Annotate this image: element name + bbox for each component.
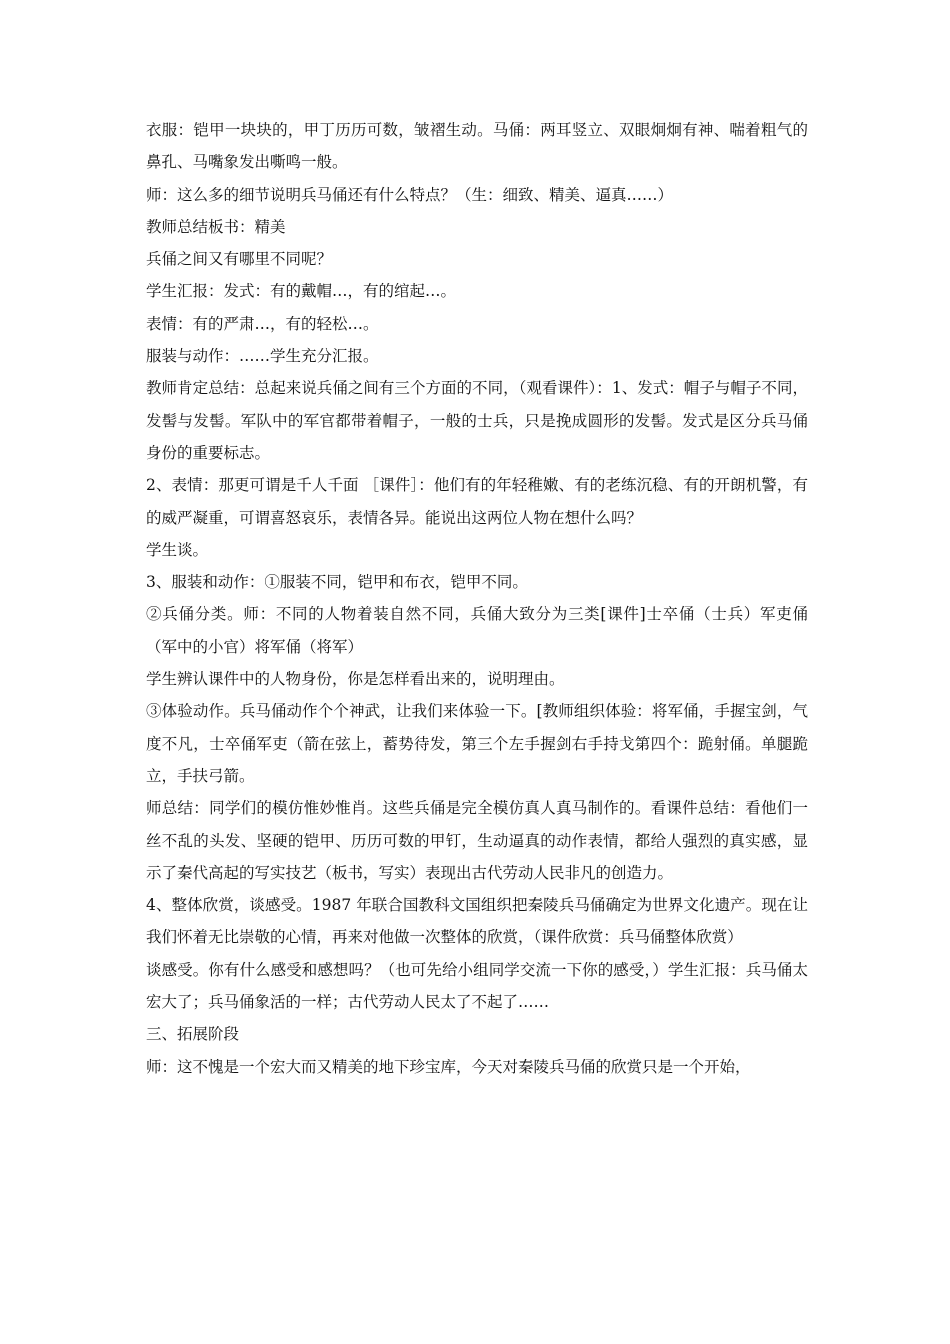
paragraph-7: 服装与动作：……学生充分汇报。 <box>146 347 379 366</box>
paragraph-2: 师：这么多的细节说明兵马俑还有什么特点？（生：细致、精美、逼真……） <box>146 185 674 204</box>
paragraph-13: 学生辨认课件中的人物身份，你是怎样看出来的，说明理由。 <box>146 670 565 689</box>
paragraph-11: 3、服装和动作：①服装不同，铠甲和布衣，铠甲不同。 <box>146 573 528 592</box>
paragraph-14: ③体验动作。兵马俑动作个个神武，让我们来体验一下。[教师组织体验：将军俑，手握宝剑，气度不凡，士卒俑军吏（箭在弦上，蓄势待发，第三个左手握剑右手持戈第四个：跪射俑。单腿跪立，手扶弓箭。 <box>146 702 808 785</box>
paragraph-5: 学生汇报：发式：有的戴帽…，有的绾起…。 <box>146 282 457 301</box>
paragraph-9: 2、表情：那更可谓是千人千面 ［课件］：他们有的年轻稚嫩、有的老练沉稳、有的开朗机警，有的威严凝重，可谓喜怒哀乐，表情各异。能说出这两位人物在想什么吗？ <box>146 476 808 527</box>
paragraph-10: 学生谈。 <box>146 540 209 559</box>
paragraph-3: 教师总结板书：精美 <box>146 217 286 236</box>
paragraph-17: 谈感受。你有什么感受和感想吗？（也可先给小组同学交流一下你的感受，）学生汇报：兵马俑太宏大了；兵马俑象活的一样；古代劳动人民太了不起了…… <box>146 960 808 1012</box>
paragraph-8: 教师肯定总结：总起来说兵俑之间有三个方面的不同，（观看课件）：1、发式：帽子与帽子不同，发髻与发髻。军队中的军官都带着帽子，一般的士兵，只是挽成圆形的发髻。发式是区分兵马俑身份的重要标志。 <box>146 379 808 462</box>
paragraph-6: 表情：有的严肃…，有的轻松…。 <box>146 314 379 333</box>
paragraph-15: 师总结：同学们的模仿惟妙惟肖。这些兵俑是完全模仿真人真马制作的。看课件总结：看他们一丝不乱的头发、坚硬的铠甲、历历可数的甲钉，生动逼真的动作表情，都给人强烈的真实感，显示了秦代高起的写实技艺（板书，写实）表现出古代劳动人民非凡的创造力。 <box>146 799 808 882</box>
paragraph-12: ②兵俑分类。师：不同的人物着装自然不同，兵俑大致分为三类[课件]士卒俑（士兵）军吏俑（军中的小官）将军俑（将军） <box>146 605 808 656</box>
paragraph-4: 兵俑之间又有哪里不同呢？ <box>146 250 333 269</box>
section-heading-extension: 三、拓展阶段 <box>146 1025 240 1044</box>
paragraph-16: 4、整体欣赏，谈感受。1987 年联合国教科文国组织把秦陵兵马俑确定为世界文化遗产。现在让我们怀着无比崇敬的心情，再来对他做一次整体的欣赏，（课件欣赏：兵马俑整体欣赏） <box>146 896 808 947</box>
paragraph-1: 衣服：铠甲一块块的，甲丁历历可数，皱褶生动。马俑：两耳竖立、双眼炯炯有神、喘着粗气的鼻孔、马嘴象发出嘶鸣一般。 <box>146 121 808 172</box>
paragraph-19: 师：这不愧是一个宏大而又精美的地下珍宝库，今天对秦陵兵马俑的欣赏只是一个开始， <box>146 1057 751 1076</box>
document-body <box>146 114 808 1083</box>
